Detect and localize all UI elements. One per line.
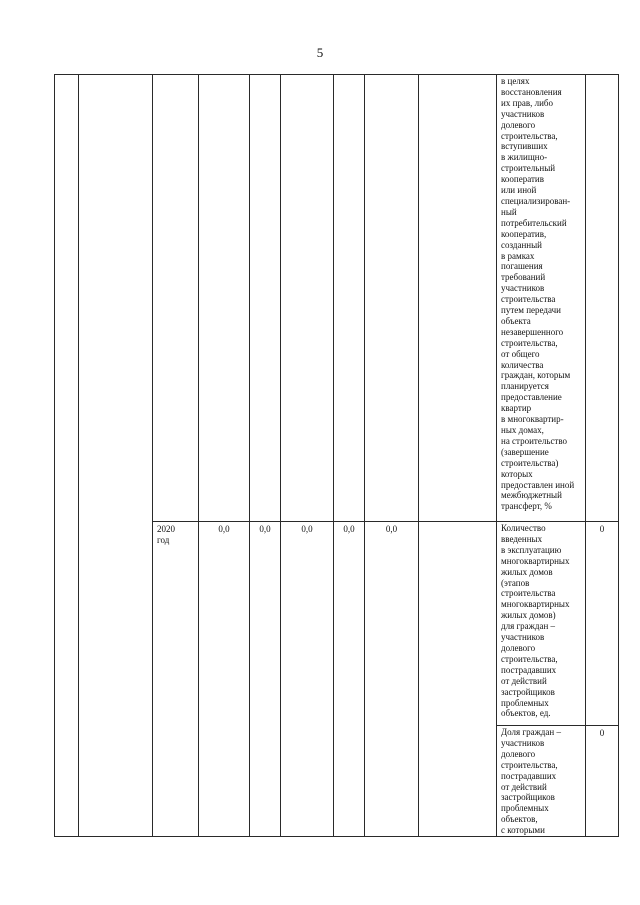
- indicator-line: пострадавших: [501, 664, 557, 675]
- indicator-line: (этапов: [501, 577, 530, 588]
- indicator-line: предоставлен иной: [501, 479, 575, 490]
- indicator-line: строительства): [501, 457, 559, 468]
- value-cell: 0,0: [281, 522, 334, 837]
- indicator-line: для граждан –: [501, 621, 556, 632]
- indicator-line: долевого: [501, 119, 536, 130]
- indicator-line: путем передачи: [501, 305, 561, 316]
- indicator-line: от действий: [501, 781, 547, 792]
- indicator-line: жилых домов: [501, 566, 553, 577]
- value-cell-empty: [334, 75, 365, 522]
- indicator-line: долевого: [501, 642, 536, 653]
- indicator-line: от действий: [501, 675, 547, 686]
- indicator-line: специализирован-: [501, 195, 571, 206]
- indicator-text-cell: [497, 726, 586, 837]
- indicator-line: участников: [501, 283, 545, 294]
- indicator-line: жилых домов): [501, 610, 556, 621]
- indicator-line: Доля граждан –: [501, 727, 561, 737]
- indicator-line: введенных: [501, 533, 543, 544]
- indicator-line: долевого: [501, 748, 536, 759]
- indicator-line: созданный: [501, 239, 542, 250]
- indicator-line: в рамках: [501, 250, 535, 261]
- indicator-line: граждан, которым: [501, 370, 571, 381]
- indicator-line: требований: [501, 272, 546, 283]
- page-number: 5: [316, 45, 324, 60]
- indicator-text-cell: [497, 75, 586, 522]
- value-cell-empty: [365, 75, 419, 522]
- indicator-line: застройщиков: [501, 792, 555, 803]
- indicator-line: строительства,: [501, 130, 558, 141]
- indicator-line: ный: [501, 206, 517, 217]
- indicator-line: строительства: [501, 588, 556, 599]
- indicator-line: строительный: [501, 163, 556, 174]
- indicator-line: квартир: [501, 403, 532, 414]
- indicator-line: участников: [501, 632, 545, 643]
- indicator-line: трансферт, %: [501, 501, 552, 512]
- indicator-line: кооператив: [501, 174, 544, 185]
- value-cell-empty: [281, 75, 334, 522]
- indicator-line: строительства,: [501, 653, 558, 664]
- executor-cell-empty: [419, 75, 497, 522]
- value-cell: 0,0: [365, 522, 419, 837]
- indicator-line: строительства,: [501, 337, 558, 348]
- indicator-line: или иной: [501, 185, 537, 196]
- value-cell-empty: [199, 75, 250, 522]
- indicator-line: кооператив,: [501, 228, 547, 239]
- value-cell: 0,0: [334, 522, 365, 837]
- indicator-line: предоставление: [501, 392, 562, 403]
- indicator-line: вступивших: [501, 141, 548, 152]
- indicator-line: многоквартирных: [501, 599, 570, 610]
- indicator-line: строительства: [501, 294, 556, 305]
- year-cell-empty: [153, 75, 199, 522]
- indicator-line: строительства,: [501, 759, 558, 770]
- program-table: [54, 74, 619, 837]
- indicator-line: незавершенного: [501, 326, 564, 337]
- indicator-line: объектов, ед.: [501, 708, 551, 719]
- indicator-line: объектов,: [501, 814, 538, 825]
- indicator-line: проблемных: [501, 803, 549, 814]
- indicator-value-cell: 0: [586, 522, 619, 726]
- year-value: 2020: [157, 524, 175, 534]
- indicator-value-cell: 0: [586, 726, 619, 837]
- indicator-line: многоквартирных: [501, 555, 570, 566]
- indicator-line: восстановления: [501, 86, 562, 97]
- indicator-text-cell: [497, 522, 586, 726]
- year-cell: [153, 522, 199, 837]
- col-name-cell: [79, 75, 153, 837]
- indicator-line: проблемных: [501, 697, 549, 708]
- indicator-line: планируется: [501, 381, 549, 392]
- indicator-line: количества: [501, 359, 544, 370]
- indicator-line: участников: [501, 108, 545, 119]
- indicator-line: межбюджетный: [501, 490, 562, 501]
- indicator-line: ных домах,: [501, 425, 544, 435]
- indicator-line: участников: [501, 737, 545, 748]
- year-unit: год: [157, 534, 170, 545]
- col-number-cell: [55, 75, 79, 837]
- executor-cell-empty: [419, 522, 497, 837]
- value-cell: 0,0: [250, 522, 281, 837]
- indicator-line: их прав, либо: [501, 97, 554, 108]
- indicator-line: Количество: [501, 523, 546, 533]
- indicator-line: в многоквартир-: [501, 414, 564, 425]
- indicator-line: в жилищно-: [501, 152, 548, 163]
- indicator-line: погашения: [501, 261, 543, 272]
- indicator-line: от общего: [501, 348, 540, 359]
- indicator-line: на строительство: [501, 435, 568, 446]
- table-row: [55, 75, 619, 522]
- indicator-value-cell-empty: [586, 75, 619, 522]
- indicator-line: которых: [501, 468, 533, 479]
- indicator-line: объекта: [501, 315, 531, 326]
- indicator-line: в целях: [501, 76, 530, 86]
- indicator-line: пострадавших: [501, 770, 557, 781]
- value-cell-empty: [250, 75, 281, 522]
- indicator-line: застройщиков: [501, 686, 555, 697]
- value-cell: 0,0: [199, 522, 250, 837]
- indicator-line: в эксплуатацию: [501, 544, 562, 555]
- indicator-line: (завершение: [501, 446, 549, 457]
- indicator-line: с которыми: [501, 825, 545, 836]
- indicator-line: потребительский: [501, 217, 567, 228]
